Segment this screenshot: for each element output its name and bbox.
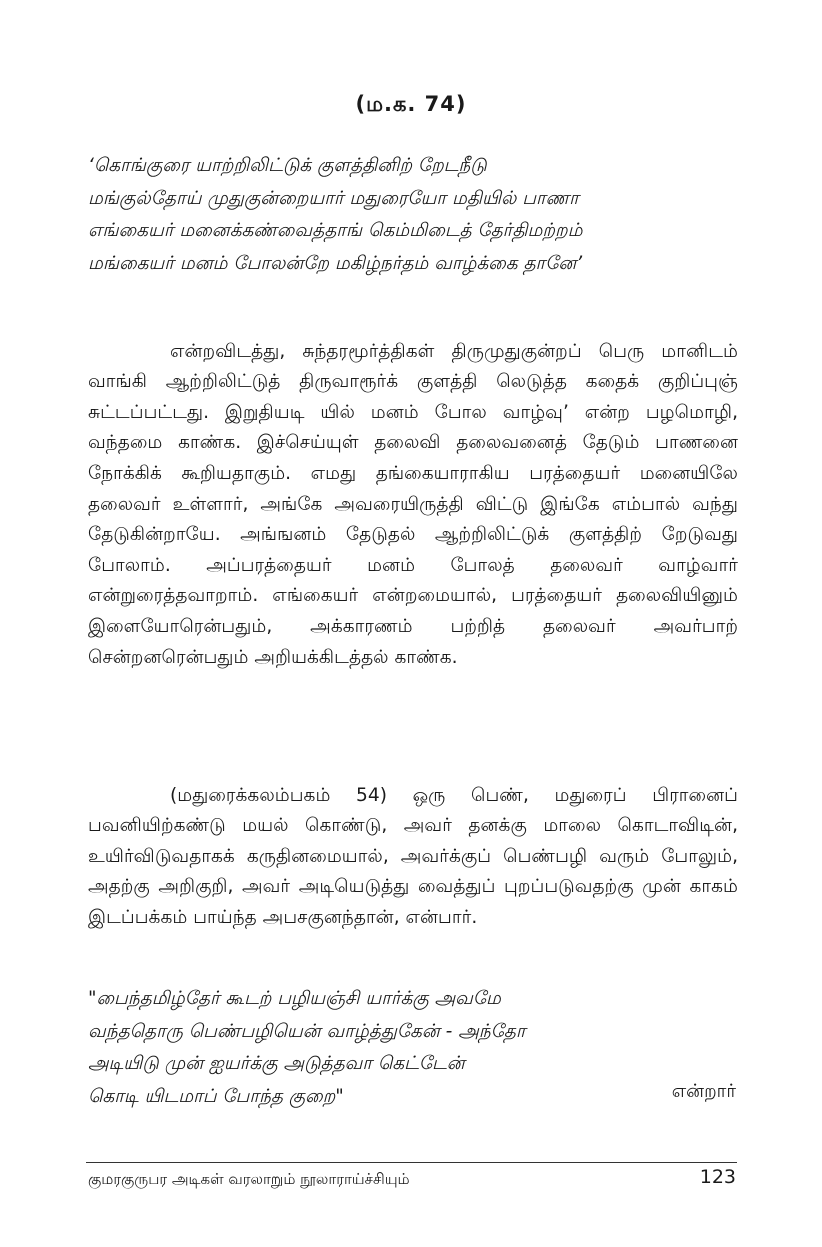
verse-block-1 — [88, 150, 748, 280]
section-heading: (ம.க. 74) — [355, 92, 467, 116]
footer-divider — [86, 1162, 737, 1163]
footer-book-title: குமரகுருபர அடிகள் வரலாறும் நூலாராய்ச்சியும் — [88, 1170, 410, 1188]
verse-block-2 — [88, 983, 748, 1113]
verse-line: மங்குல்தோய் முதுகுன்றையார் மதுரையோ மதியில் பாணா — [88, 187, 579, 209]
verse-line: அடியிடு முன் ஐயர்க்கு அடுத்தவா கெட்டேன் — [88, 1053, 465, 1074]
attribution-text: என்றார் — [671, 1081, 736, 1102]
verse-line: மங்கையர் மனம் போலன்றே மகிழ்நர்தம் வாழ்க்கை தானே’ — [88, 252, 583, 274]
verse-line: கொடி யிடமாப் போந்த குறை" — [88, 1085, 344, 1107]
verse-line: எங்கையர் மனைக்கண்வைத்தாங் கெம்மிடைத் தேர்திமற்றம் — [88, 220, 583, 241]
commentary-paragraph-2: (மதுரைக்கலம்பகம் 54) ஒரு பெண், மதுரைப் பிரானைப் பவனியிற்கண்டு மயல் கொண்டு, அவர் தனக்கு மாலை கொடாவிடின், உயிர்விடுவதாகக் கருதினமையால், அவர்க்குப் பெண்பழி வரும் போலும், அதற்கு அறிகுறி, அவர் அடியெடுத்து வைத்துப் புறப்படுவதற்கு முன் காகம் இடப்பக்கம் பாய்ந்த அபசகுனந்தான், என்பார். — [88, 784, 738, 928]
verse-line: "பைந்தமிழ்தேர் கூடற் பழியஞ்சி யார்க்கு அவமே — [88, 988, 501, 1009]
page-number: 123 — [699, 1166, 736, 1188]
verse-line: வந்ததொரு பெண்பழியென் வாழ்த்துகேன் - அந்தோ — [88, 1020, 526, 1042]
verse-line: ‘கொங்குரை யாற்றிலிட்டுக் குளத்தினிற் றேடநீடு — [88, 155, 487, 176]
commentary-paragraph-1: என்றவிடத்து, சுந்தரமூர்த்திகள் திருமுதுகுன்றப் பெரு மானிடம் வாங்கி ஆற்றிலிட்டுத் திருவாரூர்க் குளத்தி லெடுத்த கதைக் குறிப்புஞ் சுட்டப்பட்டது. இறுதியடி யில் மனம் போல வாழ்வு’ என்ற பழமொழி, வந்தமை காண்க. இச்செய்யுள் தலைவி தலைவனைத் தேடும் பாணனை நோக்கிக் கூறியதாகும். எமது தங்கையாராகிய பரத்தையர் மனையிலே தலைவர் உள்ளார், அங்கே அவரையிருத்தி விட்டு இங்கே எம்பால் வந்து தேடுகின்றாயே. அங்ஙனம் தேடுதல் ஆற்றிலிட்டுக் குளத்திற் றேடுவது போலாம். அப்பரத்தையர் மனம் போலத் தலைவர் வாழ்வார் என்றுரைத்தவாறாம். எங்கையர் என்றமையால், பரத்தையர் தலைவியினும் இளையோரென்பதும், அக்காரணம் பற்றித் தலைவர் அவர்பாற் சென்றனரென்பதும் அறியக்கிடத்தல் காண்க. — [88, 340, 738, 668]
